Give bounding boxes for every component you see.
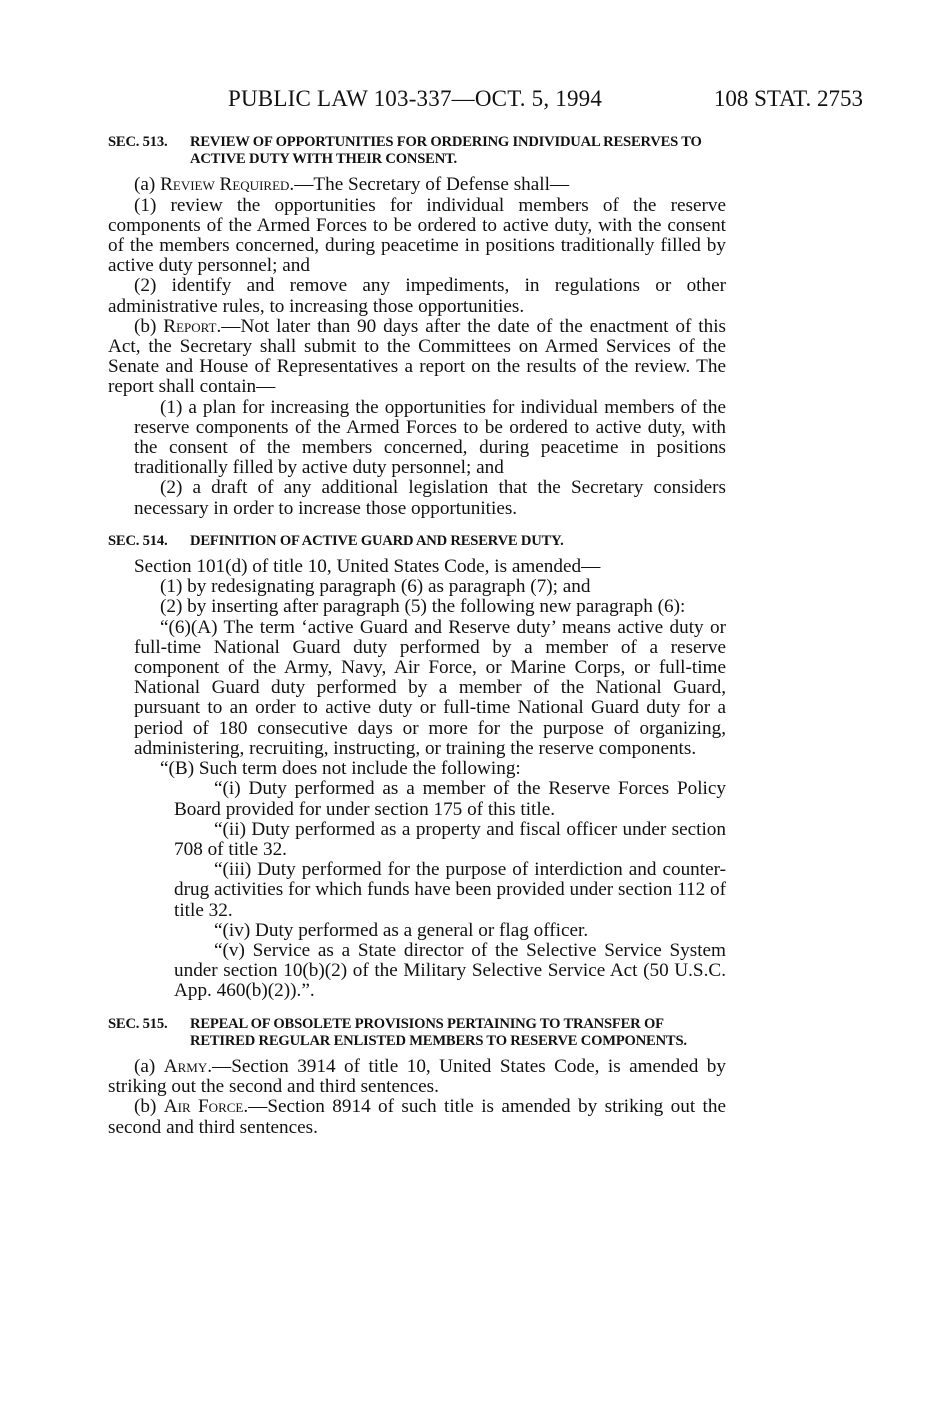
section-514-heading <box>108 533 726 550</box>
section-513-subsection-b: (b) Report.—Not later than 90 days after the date of the enactment of this Act, the Secretary shall submit to the Committees on Armed Services of the Senate and House of Representatives a report on the results of the review. The report shall contain— <box>108 315 726 398</box>
section-515-heading <box>108 1016 726 1050</box>
section-514-title: DEFINITION OF ACTIVE GUARD AND RESERVE DUTY. <box>190 532 564 549</box>
section-514-quoted-iii: “(iii) Duty performed for the purpose of interdiction and counter-drug activities for which funds have been provided under section 112 of title 32. <box>174 859 726 921</box>
subsection-caption: Review Required <box>160 174 290 196</box>
section-513-subsection-a: (a) Review Required.—The Secretary of Defense shall— <box>134 174 570 196</box>
section-513-a-para-2: (2) identify and remove any impediments, in regulations or other administrative rules, to increasing those opportunities. <box>108 275 726 317</box>
section-514-quoted-ii: “(ii) Duty performed as a property and fiscal officer under section 708 of title 32. <box>174 818 726 860</box>
section-514-quoted-iv: “(iv) Duty performed as a general or flag officer. <box>214 919 589 941</box>
section-513-a-para-1: (1) review the opportunities for individual members of the reserve components of the Armed Forces to be ordered to active duty, with the consent of the members concerned, during peacetime in positions traditionally filled by active duty personnel; and <box>108 194 726 277</box>
section-515-title: REPEAL OF OBSOLETE PROVISIONS PERTAINING TO TRANSFER OF RETIRED REGULAR ENLISTED MEMBERS TO RESERVE COMPONENTS. <box>190 1015 687 1049</box>
header-stat-page: 108 STAT. 2753 <box>713 86 863 111</box>
section-513-number: SEC. 513. <box>108 134 168 150</box>
running-header <box>0 86 947 116</box>
section-514-intro: Section 101(d) of title 10, United States Code, is amended— <box>134 556 601 578</box>
section-514-quoted-B: “(B) Such term does not include the following: <box>160 758 521 780</box>
subsection-caption: Army <box>163 1055 208 1077</box>
section-513-title: REVIEW OF OPPORTUNITIES FOR ORDERING INDIVIDUAL RESERVES TO ACTIVE DUTY WITH THEIR CONSENT. <box>190 134 702 168</box>
subsection-caption: Air Force <box>163 1096 244 1118</box>
section-514-para-1: (1) by redesignating paragraph (6) as paragraph (7); and <box>160 576 591 598</box>
section-514-quoted-6A: “(6)(A) The term ‘active Guard and Reserve duty’ means active duty or full-time National Guard duty performed by a member of a reserve component of the Army, Navy, Air Force, or Marine Corps, or full-time National Guard duty performed by a member of the National Guard, pursuant to an order to active duty or full-time National Guard duty for a period of 180 consecutive days or more for the purpose of organizing, administering, recruiting, instructing, or training the reserve components. <box>134 616 726 759</box>
header-title: PUBLIC LAW 103-337—OCT. 5, 1994 <box>228 86 603 111</box>
document-body <box>108 134 726 1138</box>
section-514-quoted-i: “(i) Duty performed as a member of the Reserve Forces Policy Board provided for under section 175 of this title. <box>174 778 726 820</box>
section-514-number: SEC. 514. <box>108 532 168 549</box>
section-513-heading <box>108 134 726 168</box>
section-514-quoted-v: “(v) Service as a State director of the Selective Service System under section 10(b)(2) of the Military Selective Service Act (50 U.S.C. App. 460(b)(2)).”. <box>174 939 726 1002</box>
section-513-b-para-2: (2) a draft of any additional legislation that the Secretary considers necessary in order to increase those opportunities. <box>134 477 726 519</box>
section-513-b-para-1: (1) a plan for increasing the opportunities for individual members of the reserve components of the Armed Forces to be ordered to active duty, with the consent of the members concerned, during peacetime in positions traditionally filled by active duty personnel; and <box>134 396 726 479</box>
section-515-subsection-a: (a) Army.—Section 3914 of title 10, United States Code, is amended by striking out the second and third sentences. <box>108 1055 726 1098</box>
section-515-number: SEC. 515. <box>108 1015 168 1032</box>
section-514-para-2: (2) by inserting after paragraph (5) the following new paragraph (6): <box>160 596 686 618</box>
section-515-subsection-b: (b) Air Force.—Section 8914 of such title is amended by striking out the second and third sentences. <box>108 1096 726 1138</box>
subsection-caption: Report <box>163 315 217 337</box>
